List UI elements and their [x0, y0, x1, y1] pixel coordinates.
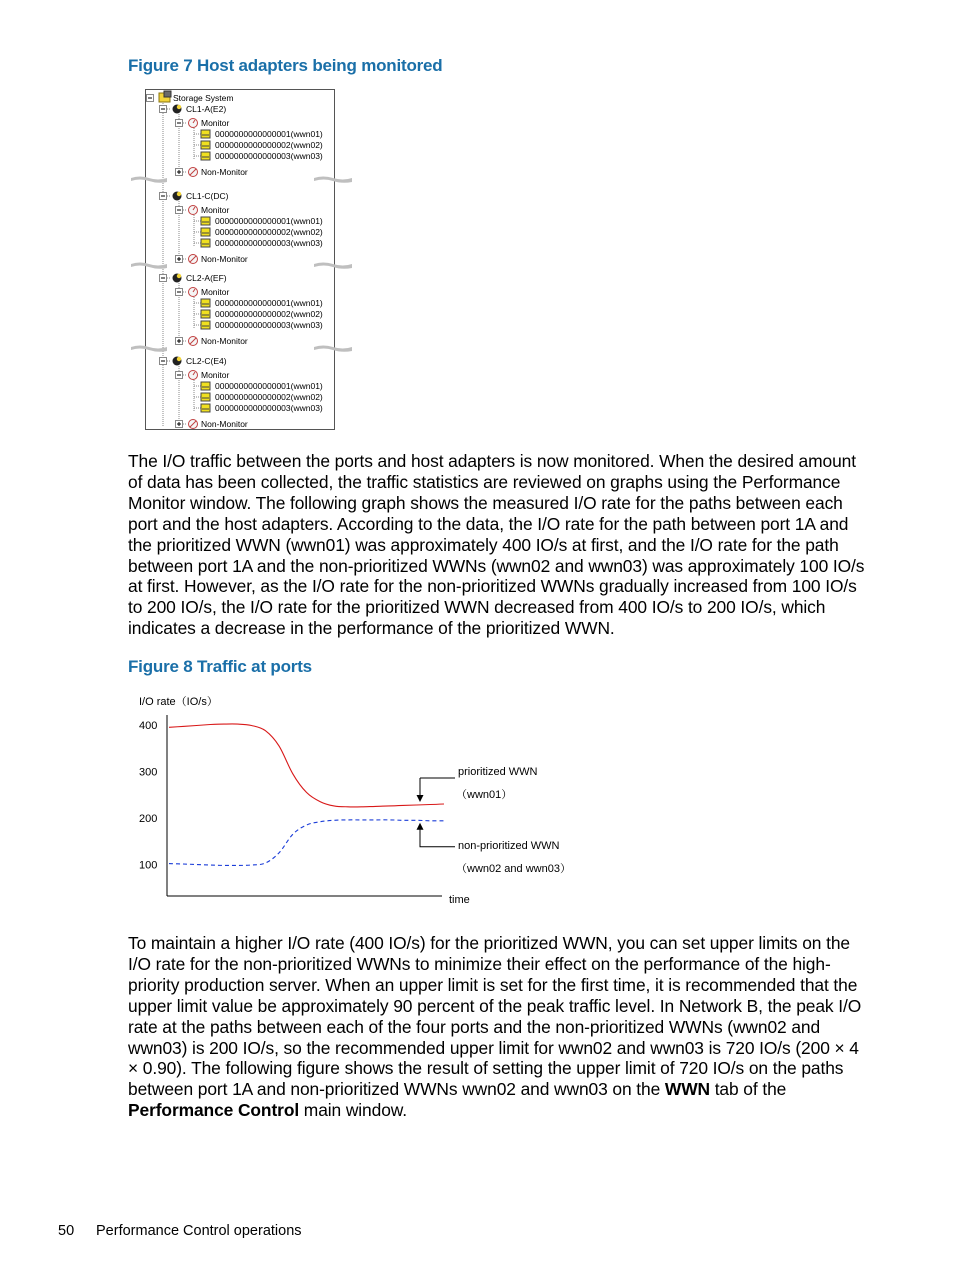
y-axis-label: I/O rate（IO/s）	[139, 696, 218, 708]
wwn-label: 0000000000000003(wwn03)	[215, 403, 323, 413]
non-prioritized-wwn-line	[169, 820, 444, 866]
prioritized-legend-sublabel: （wwn01）	[456, 789, 513, 801]
tear-mark-left	[131, 261, 167, 270]
wwn-label: 0000000000000001(wwn01)	[215, 298, 323, 308]
monitor-icon	[189, 288, 198, 297]
wwn-label: 0000000000000003(wwn03)	[215, 238, 323, 248]
wwn-label: 0000000000000002(wwn02)	[215, 227, 323, 237]
storage-tree	[146, 90, 334, 429]
traffic-chart	[130, 690, 590, 920]
y-tick-label: 200	[139, 813, 158, 825]
figure-7-caption: Figure 7 Host adapters being monitored	[128, 56, 443, 75]
figure-8-caption: Figure 8 Traffic at ports	[128, 657, 312, 676]
wwn-label: 0000000000000002(wwn02)	[215, 140, 323, 150]
monitor-icon	[189, 206, 198, 215]
wwn-tab-label: WWN	[664, 1079, 710, 1100]
wwn-label: 0000000000000001(wwn01)	[215, 129, 323, 139]
host-adapter-icon	[201, 382, 210, 390]
tear-mark-left	[131, 344, 167, 353]
y-tick-label: 300	[139, 766, 158, 779]
port-label: CL2-A(EF)	[186, 273, 227, 283]
tear-mark-left	[131, 175, 167, 184]
non-prioritized-leader-line	[420, 825, 455, 847]
performance-control-label: Performance Control	[128, 1100, 300, 1121]
tree-root-label: Storage System	[173, 93, 234, 103]
body-paragraph-2	[128, 933, 873, 1121]
non-monitor-icon	[189, 337, 198, 346]
non-prioritized-legend-sublabel: （wwn02 and wwn03）	[456, 863, 571, 875]
port-label: CL1-C(DC)	[186, 191, 229, 201]
non-monitor-label: Non-Monitor	[201, 336, 248, 346]
host-adapter-icon	[201, 321, 210, 329]
body-paragraph-1: The I/O traffic between the ports and host adapters is now monitored. When the desired amount of data has been collected, the traffic statistics are reviewed on graphs using the Performance Monitor window. The following graph shows the measured I/O rate for the paths between each port and the host adapters. According to the data, the I/O rate for the path between port 1A and the prioritized WWN (wwn01) was approximately 400 IO/s at first, and the I/O rate for the path between port 1A and the non-prioritized WWNs (wwn02 and wwn03) was approximately 100 IO/s at first. However, as the I/O rate for the non-prioritized WWNs gradually increased from 100 IO/s to 200 IO/s, the I/O rate for the prioritized WWN decreased from 400 IO/s to 200 IO/s, which indicates a decrease in the performance of the prioritized WWN.	[128, 451, 865, 639]
storage-tree-figure	[145, 89, 335, 430]
port-icon	[173, 357, 182, 366]
non-monitor-label: Non-Monitor	[201, 419, 248, 429]
storage-system-icon	[159, 91, 171, 102]
non-monitor-label: Non-Monitor	[201, 167, 248, 177]
wwn-label: 0000000000000002(wwn02)	[215, 392, 323, 402]
tear-mark-right	[314, 175, 352, 184]
host-adapter-icon	[201, 393, 210, 401]
wwn-label: 0000000000000003(wwn03)	[215, 151, 323, 161]
paragraph-2-text: To maintain a higher I/O rate (400 IO/s) for the prioritized WWN, you can set upper limits on the I/O rate for the non-prioritized WWNs to minimize their effect on the performance of the high-priority production server. When an upper limit is set for the first time, it is recommended that the upper limit value be approximately 90 percent of the peak traffic level. In Network B, the peak I/O rate at the paths between each of the four ports and the non-prioritized WWNs (wwn02 and wwn03) is 200 IO/s, so the recommended upper limit for wwn02 and wwn03 is 720 IO/s (200 × 4 × 0.90). The following figure shows the result of setting the upper limit of 720 IO/s on the paths between port 1A and non-prioritized WWNs wwn02 and wwn03 on the	[128, 933, 862, 1100]
port-icon	[173, 105, 182, 114]
non-monitor-icon	[189, 255, 198, 264]
paragraph-2-mid: tab of the	[709, 1079, 787, 1100]
footer-section-title: Performance Control operations	[96, 1223, 302, 1239]
tear-mark-right	[314, 344, 352, 353]
monitor-icon	[189, 371, 198, 380]
port-icon	[173, 192, 182, 201]
port-label: CL1-A(E2)	[186, 104, 227, 114]
paragraph-2-end: main window.	[299, 1100, 408, 1121]
non-monitor-icon	[189, 168, 198, 177]
x-axis-label: time	[449, 894, 470, 906]
non-prioritized-legend-label: non-prioritized WWN	[458, 840, 560, 852]
wwn-label: 0000000000000002(wwn02)	[215, 309, 323, 319]
wwn-label: 0000000000000003(wwn03)	[215, 320, 323, 330]
monitor-label: Monitor	[201, 205, 230, 215]
host-adapter-icon	[201, 404, 210, 412]
page-number: 50	[58, 1223, 75, 1239]
monitor-label: Monitor	[201, 287, 230, 297]
monitor-icon	[189, 119, 198, 128]
prioritized-legend-label: prioritized WWN	[458, 766, 538, 778]
host-adapter-icon	[201, 228, 210, 236]
traffic-chart-svg	[130, 690, 590, 915]
wwn-label: 0000000000000001(wwn01)	[215, 216, 323, 226]
wwn-label: 0000000000000001(wwn01)	[215, 381, 323, 391]
non-monitor-label: Non-Monitor	[201, 254, 248, 264]
monitor-label: Monitor	[201, 370, 230, 380]
host-adapter-icon	[201, 299, 210, 307]
host-adapter-icon	[201, 152, 210, 160]
host-adapter-icon	[201, 130, 210, 138]
host-adapter-icon	[201, 217, 210, 225]
y-tick-label: 100	[139, 859, 158, 872]
tear-mark-right	[314, 261, 352, 270]
host-adapter-icon	[201, 141, 210, 149]
host-adapter-icon	[201, 239, 210, 247]
monitor-label: Monitor	[201, 118, 230, 128]
host-adapter-icon	[201, 310, 210, 318]
y-tick-label: 400	[139, 720, 158, 732]
non-prioritized-arrow-head	[417, 823, 424, 830]
port-label: CL2-C(E4)	[186, 356, 227, 366]
prioritized-wwn-line	[169, 724, 444, 807]
port-icon	[173, 274, 182, 283]
prioritized-arrow-head	[417, 795, 424, 802]
non-monitor-icon	[189, 420, 198, 429]
